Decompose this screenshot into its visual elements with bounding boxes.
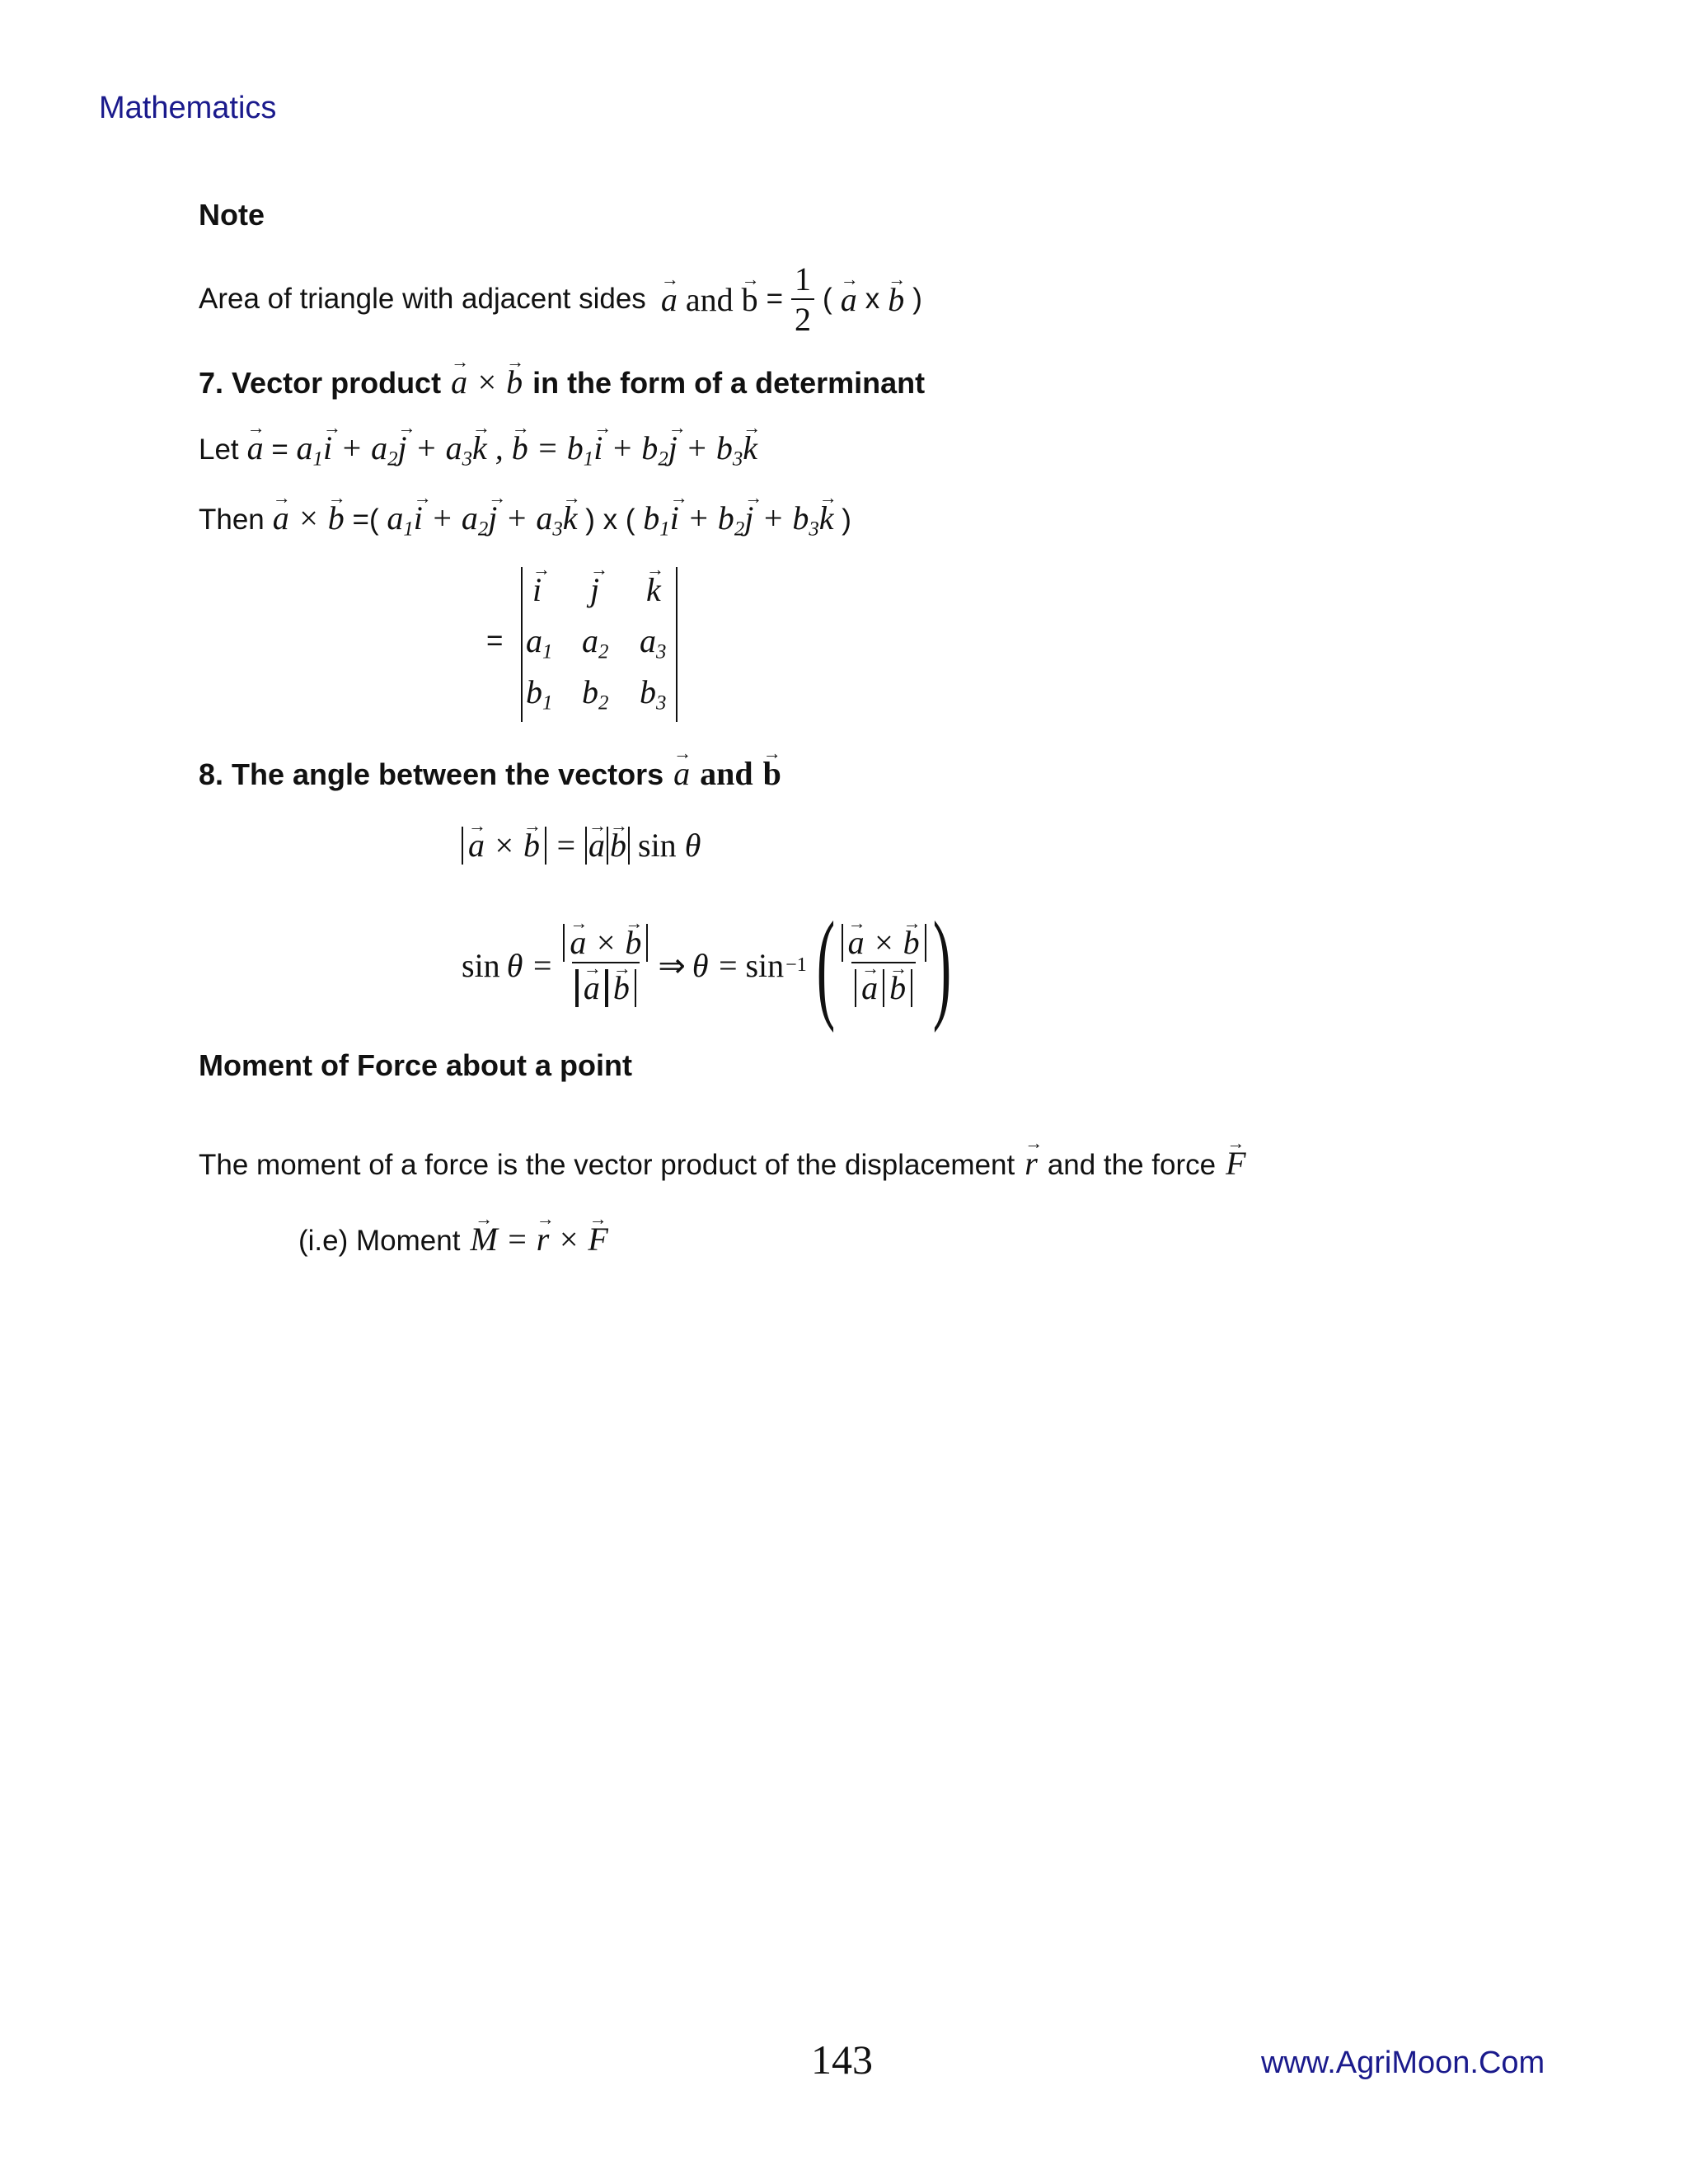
equals-sign: = (766, 283, 784, 315)
moment-text-prefix: The moment of a force is the vector product of the displacement (199, 1149, 1015, 1181)
sin-label: sin (462, 946, 500, 984)
magnitude-equation: a → × b → = a → b → sin θ (462, 826, 701, 865)
page-header-title: Mathematics (99, 91, 277, 125)
vector-a: a → (661, 280, 678, 319)
det-j: j → (590, 570, 599, 609)
det-a3: $a_3$ (640, 622, 667, 663)
let-line (199, 429, 757, 471)
section8-and-word: and (700, 755, 753, 792)
vector-b: b → (763, 754, 781, 793)
det-i: i → (532, 570, 542, 609)
section7-heading-suffix: in the form of a determinant (532, 366, 926, 400)
sin-theta-equation: sin θ = $\frac{a \to \times b \to}{a \to b}$ → ⇒ θ = sin −1 ( $\frac{a \to \times b \to}{a \to b}$ → ) (462, 894, 954, 1036)
cross-product-expression: a → × b → (451, 363, 523, 401)
close-paren: ) (912, 283, 922, 315)
footer-website: www.AgriMoon.Com (1261, 2046, 1545, 2080)
note-and-word: and (685, 280, 734, 318)
page-number: 143 (811, 2036, 873, 2083)
open-paren: ( (823, 283, 832, 315)
vector-b: b → (742, 280, 758, 319)
det-a2: $a_2$ (582, 622, 609, 663)
det-equals: = (486, 625, 504, 657)
fraction-numerator: 1 (795, 260, 812, 298)
det-k: k → (646, 570, 661, 609)
det-b2: $b_2$ (582, 673, 609, 715)
det-b3: $b_3$ (640, 673, 667, 715)
ie-moment-label: (i.e) Moment (298, 1225, 461, 1257)
determinant-matrix (521, 567, 678, 722)
force-vector-f: F → (1226, 1144, 1245, 1183)
section7-heading-prefix: 7. Vector product (199, 366, 442, 400)
cross-x: x (865, 283, 880, 315)
then-label: Then (199, 504, 265, 536)
displacement-vector-r: r → (1025, 1144, 1038, 1183)
moment-heading: Moment of Force about a point (199, 1048, 632, 1082)
note-area-line (199, 260, 922, 339)
inverse-argument: ( $\frac{a \to \times b \to}{a \to b}$ → ) (814, 894, 954, 1036)
section7-heading (199, 363, 925, 401)
sin-inverse-label: sin (745, 946, 785, 984)
moment-equation: M → = r → × F → (470, 1220, 607, 1258)
moment-and-force: and the force (1047, 1149, 1217, 1181)
then-line (199, 499, 851, 541)
fraction-one-half (791, 260, 814, 339)
moment-text-line (199, 1144, 1246, 1183)
section8-heading (199, 754, 781, 793)
det-a1: $a_1$ (526, 622, 553, 663)
section8-heading-prefix: 8. The angle between the vectors (199, 757, 664, 791)
sin-fraction: $\frac{a \to \times b \to}{a \to b}$ → (560, 923, 651, 1007)
fraction-denominator: 2 (791, 298, 814, 339)
moment-equation-line (298, 1220, 608, 1258)
let-label: Let (199, 434, 239, 466)
note-heading: Note (199, 198, 265, 232)
note-area-text: Area of triangle with adjacent sides (199, 283, 646, 315)
vector-a: a → (841, 280, 857, 319)
vector-b: b → (888, 280, 904, 319)
det-b1: $b_1$ (526, 673, 553, 715)
then-equation: a → × b → =( $a_1i$ → + $a_2j$ → + $a_3k$ → ) x ( $b_1i$ → + $b_2j$ → + $b_3k$ → ) (273, 499, 851, 541)
vector-a: a → (673, 754, 690, 793)
let-equation: a → = $a_1i$ → + $a_2j$ → + $a_3k$ → , b → = $b_1i$ → + $b_2j$ → + $b_3k$ → (247, 429, 757, 471)
